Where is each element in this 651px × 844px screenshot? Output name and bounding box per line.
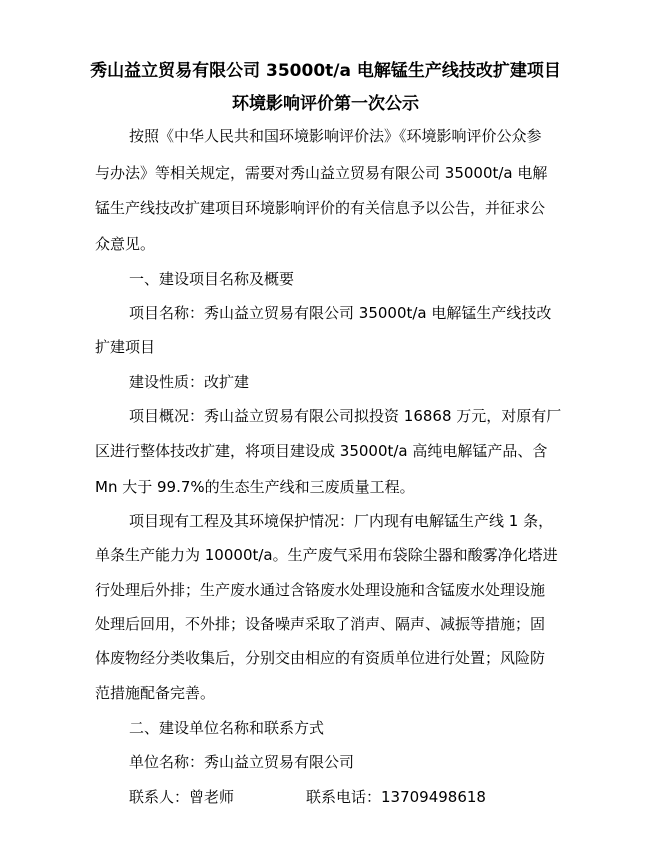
intro-line: 锰生产线技改扩建项目环境影响评价的有关信息予以公告，并征求公	[95, 199, 546, 217]
construction-nature: 建设性质：改扩建	[129, 373, 250, 391]
intro-line: 众意见。	[95, 235, 156, 253]
overview-line: 项目概况：秀山益立贸易有限公司拟投资 16868 万元，对原有厂	[129, 407, 562, 425]
existing-works-line: 行处理后外排；生产废水通过含铬废水处理设施和含锰废水处理设施	[95, 581, 546, 599]
unit-name: 单位名称：秀山益立贸易有限公司	[129, 753, 355, 771]
contact-phone: 联系电话：13709498618	[306, 788, 486, 806]
existing-works-line: 单条生产能力为 10000t/a。生产废气采用布袋除尘器和酸雾净化塔进	[95, 546, 558, 564]
existing-works-line: 范措施配备完善。	[95, 684, 216, 702]
existing-works-line: 体废物经分类收集后，分别交由相应的有资质单位进行处置；风险防	[95, 649, 546, 667]
existing-works-line: 项目现有工程及其环境保护情况：厂内现有电解锰生产线 1 条，	[129, 512, 554, 530]
document-title-line-1: 秀山益立贸易有限公司 35000t/a 电解锰生产线技改扩建项目	[90, 61, 561, 81]
existing-works-line: 处理后回用，不外排；设备噪声采取了消声、隔声、减振等措施；固	[95, 615, 546, 633]
project-name-line: 项目名称：秀山益立贸易有限公司 35000t/a 电解锰生产线技改	[129, 304, 552, 322]
intro-line: 按照《中华人民共和国环境影响评价法》《环境影响评价公众参	[129, 127, 542, 145]
overview-line: Mn 大于 99.7%的生态生产线和三废质量工程。	[95, 478, 415, 496]
section-heading-2: 二、建设单位名称和联系方式	[129, 719, 325, 737]
section-heading-1: 一、建设项目名称及概要	[129, 270, 295, 288]
overview-line: 区进行整体技改扩建，将项目建设成 35000t/a 高纯电解锰产品、含	[95, 442, 548, 460]
contact-person: 联系人：曾老师	[129, 788, 235, 806]
document-title-line-2: 环境影响评价第一次公示	[232, 94, 419, 114]
intro-line: 与办法》等相关规定，需要对秀山益立贸易有限公司 35000t/a 电解	[95, 164, 548, 182]
project-name-line: 扩建项目	[95, 338, 156, 356]
